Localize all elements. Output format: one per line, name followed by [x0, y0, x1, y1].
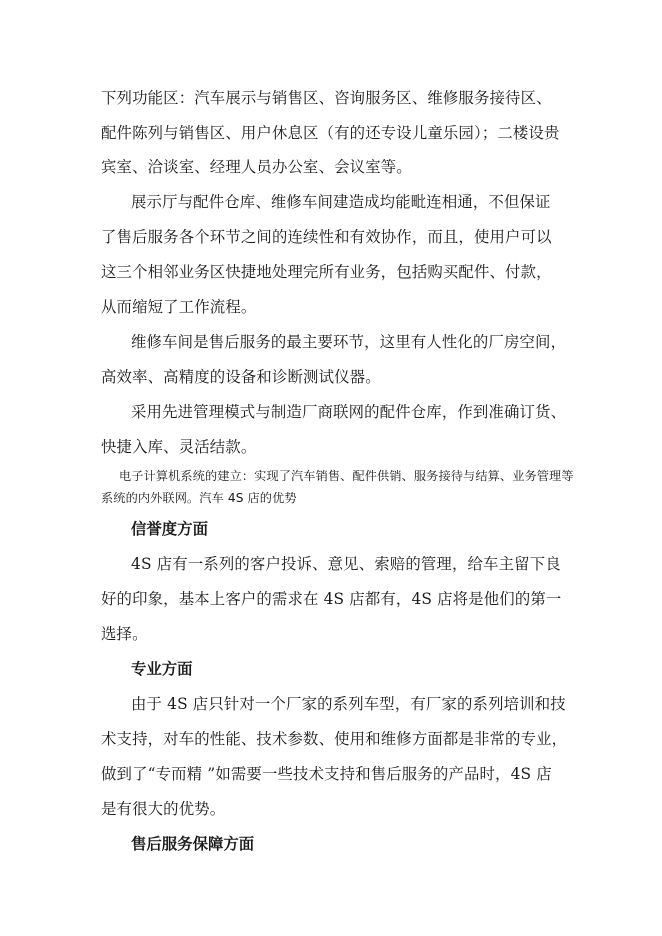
paragraph-line: 这三个相邻业务区快捷地处理完所有业务，包括购买配件、付款， — [101, 263, 552, 281]
note-line: 电子计算机系统的建立：实现了汽车销售、配件供销、服务接待与结算、业务管理等 — [119, 469, 574, 483]
paragraph-line: 好的印象，基本上客户的需求在 4S 店都有，4S 店将是他们的第一 — [101, 590, 562, 608]
paragraph-line: 高效率、高精度的设备和诊断测试仪器。 — [101, 368, 381, 386]
paragraph-line: 是有很大的优势。 — [101, 800, 226, 818]
section-heading-aftersales: 售后服务保障方面 — [131, 835, 255, 853]
paragraph-line: 宾室、洽谈室、经理人员办公室、会议室等。 — [101, 158, 412, 176]
paragraph-line: 选择。 — [101, 625, 148, 643]
paragraph-line: 展示厅与配件仓库、维修车间建造成均能毗连相通，不但保证 — [131, 193, 551, 211]
section-heading-credibility: 信誉度方面 — [131, 520, 208, 538]
paragraph-line: 了售后服务各个环节之间的连续性和有效协作，而且，使用户可以 — [101, 228, 552, 246]
paragraph-line: 做到了“专而精 ”如需要一些技术支持和售后服务的产品时，4S 店 — [101, 765, 552, 783]
paragraph-line: 4S 店有一系列的客户投诉、意见、索赔的管理，给车主留下良 — [131, 555, 561, 573]
paragraph-line: 快捷入库、灵活结款。 — [101, 438, 257, 456]
paragraph-line: 由于 4S 店只针对一个厂家的系列车型，有厂家的系列培训和技 — [131, 695, 566, 713]
paragraph-line: 下列功能区：汽车展示与销售区、咨询服务区、维修服务接待区、 — [101, 89, 552, 107]
paragraph-line: 配件陈列与销售区、用户休息区（有的还专设儿童乐园）；二楼设贵 — [101, 124, 560, 142]
note-line: 系统的内外联网。汽车 4S 店的优势 — [101, 491, 297, 505]
paragraph-line: 维修车间是售后服务的最主要环节，这里有人性化的厂房空间， — [131, 333, 567, 351]
paragraph-line: 从而缩短了工作流程。 — [101, 298, 257, 316]
paragraph-line: 采用先进管理模式与制造厂商联网的配件仓库，作到准确订货、 — [131, 403, 567, 421]
paragraph-line: 术支持，对车的性能、技术参数、使用和维修方面都是非常的专业， — [101, 730, 568, 748]
section-heading-professional: 专业方面 — [131, 660, 193, 678]
